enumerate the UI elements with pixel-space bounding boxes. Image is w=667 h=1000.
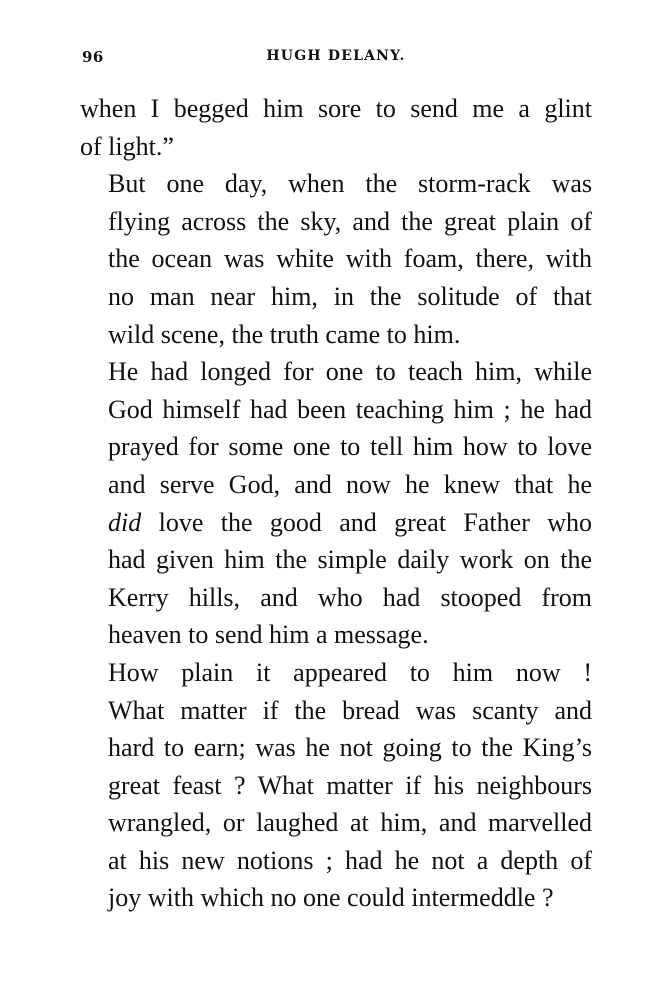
text-line: hard to earn; was he not going to the King’s — [108, 733, 592, 763]
text-line: Kerry hills, and who had stooped from — [108, 582, 592, 612]
paragraph-4 — [80, 654, 592, 917]
text-line: and serve God, and now he knew that he — [108, 469, 592, 499]
text-line: at his new notions ; had he not a depth of — [108, 845, 592, 875]
paragraph-1 — [80, 90, 592, 165]
text-line: wild scene, the truth came to him. — [108, 319, 461, 349]
text-line-rest: love the good and great Father who — [141, 507, 592, 537]
text-line: God himself had been teaching him ; he had — [108, 394, 592, 424]
text-line: great feast ? What matter if his neighbours — [108, 770, 592, 800]
italic-emphasis: did — [108, 507, 142, 537]
paragraph-2 — [80, 165, 592, 353]
body-text — [80, 90, 592, 917]
text-line: flying across the sky, and the great plain of — [108, 206, 592, 236]
running-head: HUGH DELANY. — [266, 48, 406, 64]
text-line: when I begged him sore to send me a glint — [80, 94, 592, 123]
text-line-with-italic — [80, 504, 592, 542]
page-number: 96 — [82, 48, 104, 66]
text-line: had given him the simple daily work on the — [108, 545, 592, 575]
text-line: heaven to send him a message. — [108, 620, 429, 650]
text-line: no man near him, in the solitude of that — [108, 281, 592, 311]
text-line: He had longed for one to teach him, while — [108, 357, 592, 387]
text-line: How plain it appeared to him now ! — [108, 657, 592, 687]
text-line: What matter if the bread was scanty and — [108, 695, 592, 725]
text-line: prayed for some one to tell him how to love — [108, 432, 592, 462]
text-line: But one day, when the storm-rack was — [108, 169, 592, 199]
page-header — [80, 48, 592, 76]
text-line: wrangled, or laughed at him, and marvelled — [108, 808, 592, 838]
book-page — [80, 30, 592, 917]
paragraph-3 — [80, 353, 592, 654]
text-line: joy with which no one could intermeddle ? — [108, 883, 554, 913]
text-line: of light.” — [80, 131, 174, 161]
text-line: the ocean was white with foam, there, with — [108, 244, 592, 274]
